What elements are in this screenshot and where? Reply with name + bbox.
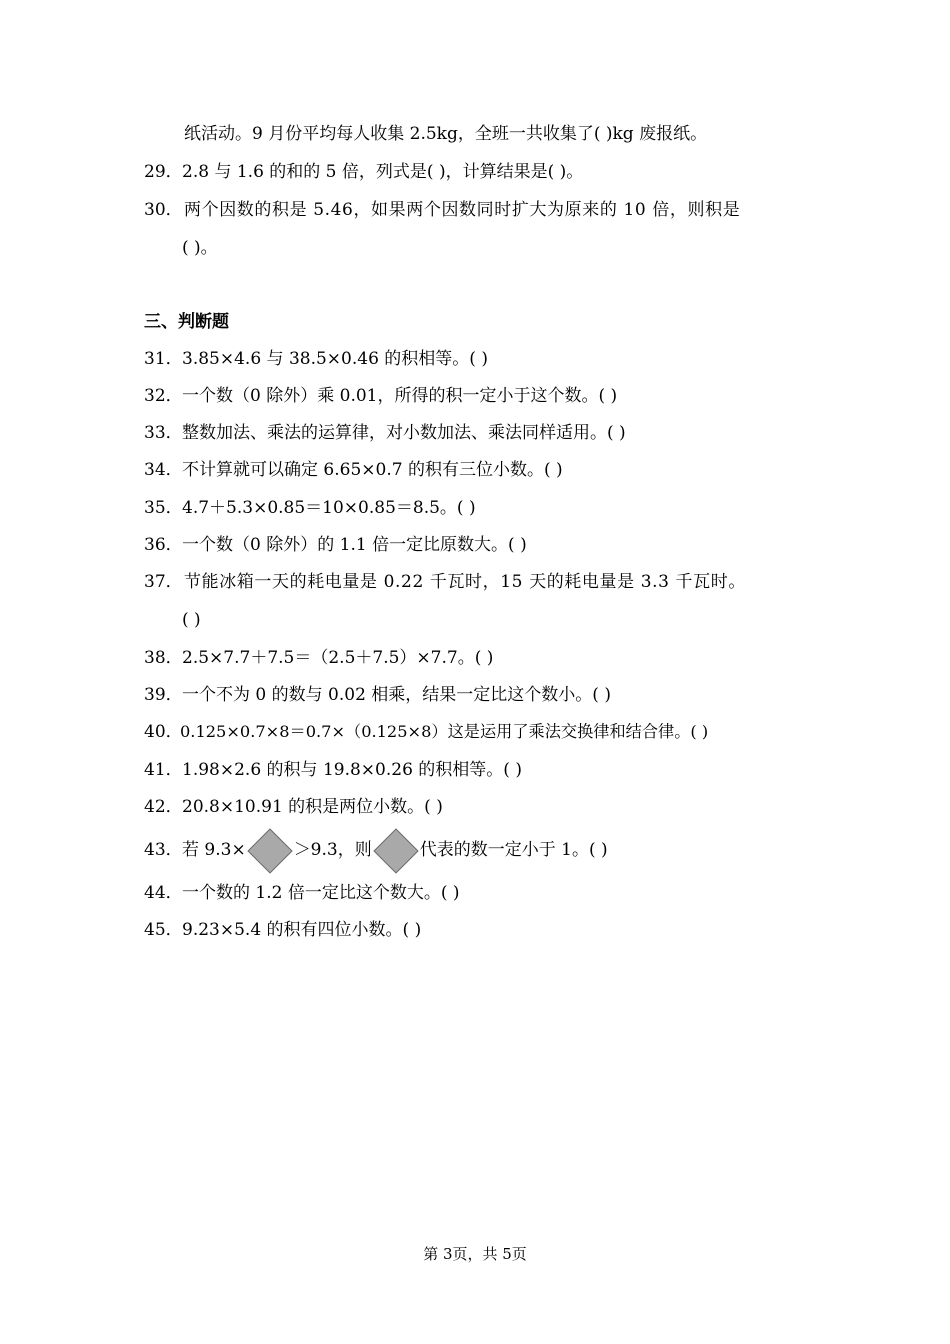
question-number: 33． [144, 423, 183, 443]
question-43-part3: 代表的数一定小于 1。( ) [419, 840, 608, 860]
text-line-28-cont: 纸活动。9 月份平均每人收集 2.5kg，全班一共收集了( )kg 废报纸。 [184, 124, 708, 144]
question-40: 0.125×0.7×8＝0.7×（0.125×8）这是运用了乘法交换律和结合律。( ) [180, 722, 709, 741]
question-32: 一个数（0 除外）乘 0.01，所得的积一定小于这个数。( ) [182, 386, 618, 406]
question-number: 42． [144, 797, 183, 817]
question-38: 2.5×7.7＋7.5＝（2.5＋7.5）×7.7。( ) [182, 648, 494, 668]
question-44: 一个数的 1.2 倍一定比这个数大。( ) [182, 883, 460, 903]
question-43-part2: ＞9.3，则 [293, 840, 372, 860]
question-number: 38． [144, 648, 183, 668]
question-35: 4.7＋5.3×0.85＝10×0.85＝8.5。( ) [182, 498, 476, 518]
question-36: 一个数（0 除外）的 1.1 倍一定比原数大。( ) [182, 535, 527, 555]
section-title: 三、判断题 [144, 312, 229, 332]
question-43-part1: 若 9.3× [182, 840, 246, 860]
question-number: 37． [144, 572, 183, 592]
question-number: 34． [144, 460, 183, 480]
page-footer: 第 3页，共 5页 [423, 1245, 527, 1263]
question-number: 41． [144, 760, 183, 780]
question-number: 45． [144, 920, 183, 940]
diamond-shape-icon [247, 828, 292, 873]
question-41: 1.98×2.6 的积与 19.8×0.26 的积相等。( ) [182, 760, 522, 780]
question-37: 节能冰箱一天的耗电量是 0.22 千瓦时，15 天的耗电量是 3.3 千瓦时。 [184, 572, 746, 592]
question-number: 44． [144, 883, 183, 903]
question-34: 不计算就可以确定 6.65×0.7 的积有三位小数。( ) [182, 460, 563, 480]
question-number: 30． [144, 200, 183, 220]
question-number: 40． [144, 722, 183, 742]
question-number: 36． [144, 535, 183, 555]
question-number: 43． [144, 840, 183, 860]
question-42: 20.8×10.91 的积是两位小数。( ) [182, 797, 443, 817]
question-39: 一个不为 0 的数与 0.02 相乘，结果一定比这个数小。( ) [182, 685, 611, 705]
question-number: 31． [144, 349, 183, 369]
question-number: 39． [144, 685, 183, 705]
diamond-shape-icon [373, 828, 418, 873]
question-number: 29． [144, 162, 183, 182]
question-43 [182, 830, 608, 870]
question-30: 两个因数的积是 5.46，如果两个因数同时扩大为原来的 10 倍，则积是 [184, 200, 741, 220]
question-33: 整数加法、乘法的运算律，对小数加法、乘法同样适用。( ) [182, 423, 626, 443]
question-37-cont: ( ) [182, 610, 201, 630]
question-31: 3.85×4.6 与 38.5×0.46 的积相等。( ) [182, 349, 488, 369]
question-number: 32． [144, 386, 183, 406]
question-30-cont: ( )。 [182, 238, 218, 258]
question-45: 9.23×5.4 的积有四位小数。( ) [182, 920, 422, 940]
question-29: 2.8 与 1.6 的和的 5 倍，列式是( )，计算结果是( )。 [182, 162, 584, 182]
question-number: 35． [144, 498, 183, 518]
